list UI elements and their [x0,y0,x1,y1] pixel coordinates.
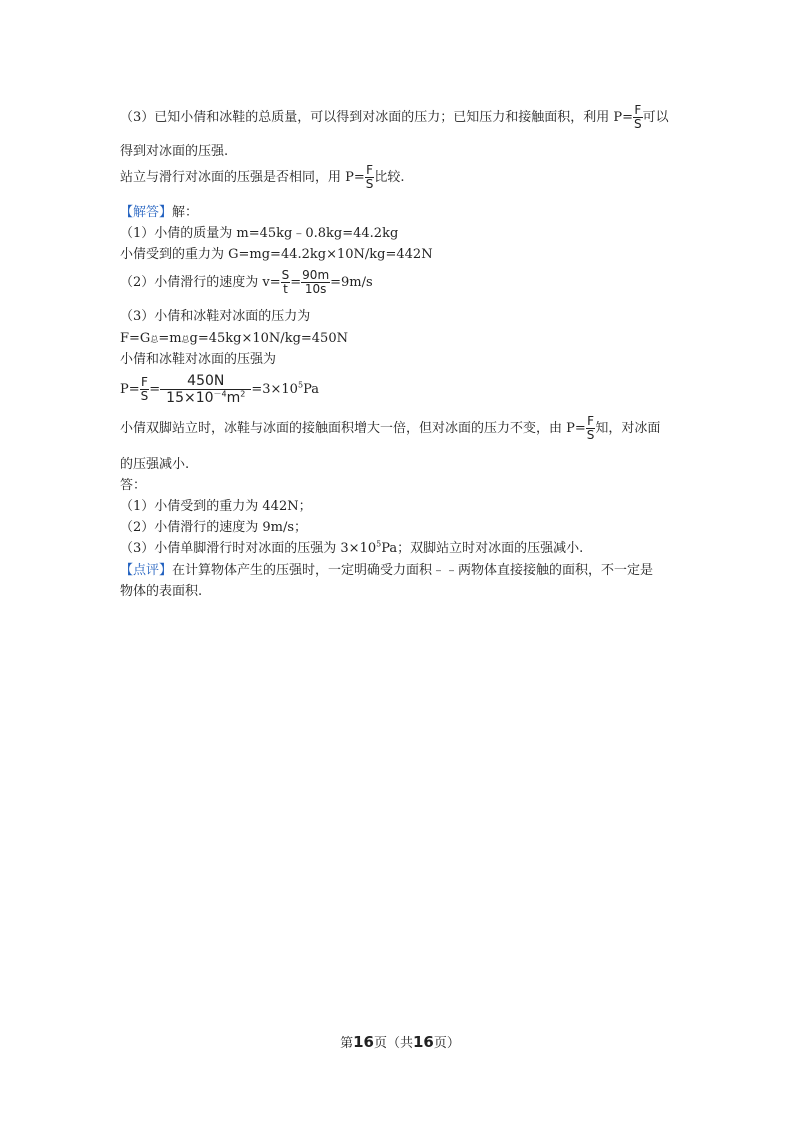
text-line [120,164,685,192]
answer-tag: 【解答】 [120,205,173,220]
text-span: =9m/s [330,275,373,290]
fraction-denominator: S [586,428,595,442]
fraction-f-over-s [365,164,375,191]
text-line: 小倩和冰鞋对冰面的压强为 [120,352,277,367]
text-span: F=G [120,331,151,346]
fraction-numerator: F [587,414,595,428]
fraction-numerator: 450N [160,373,251,390]
subscript: 总 [150,335,159,344]
text-line: （1）小倩受到的重力为 442N； [120,499,312,514]
fraction-numerator: 90m [302,268,330,282]
fraction-denominator: 10s [304,282,327,296]
text-span: = [290,275,302,290]
text-span: （2）小倩滑行的速度为 v= [120,275,281,290]
text-span: =3×10 [251,382,298,397]
text-line [120,372,685,408]
fraction-denominator: t [283,282,288,296]
text-line [120,561,685,581]
text-span: g=45kg×10N/kg=450N [189,331,348,346]
text-span: 15×10 [166,390,214,406]
footer-text: 页（共 [373,1036,413,1051]
fraction-denominator: S [365,177,374,191]
superscript: 5 [297,380,304,390]
superscript: 2 [240,389,246,399]
text-span: 可以 [642,110,669,125]
fraction-numerator: F [634,103,642,117]
page-number: 16 [353,1033,374,1051]
fraction-pressure-value [160,373,251,406]
text-span: 在计算物体产生的压强时，一定明确受力面积﹣﹣两物体直接接触的面积，不一定是 [172,563,654,578]
fraction-denominator [160,390,251,406]
text-line: （3）小倩和冰鞋对冰面的压力为 [120,309,311,324]
text-line: 得到对冰面的压强. [120,144,229,159]
text-line: 小倩受到的重力为 G=mg=44.2kg×10N/kg=442N [120,247,433,262]
text-span: （3）小倩单脚滑行时对冰面的压强为 3×10 [120,541,377,556]
text-line [120,329,685,350]
superscript: －4 [213,389,227,399]
fraction-numerator: F [366,163,374,177]
footer-text: 第 [340,1036,354,1051]
fraction-f-over-s [140,376,150,403]
fraction-denominator: S [140,389,149,403]
fraction-denominator: S [634,117,642,131]
text-line [120,414,685,444]
fraction-s-over-t [281,269,291,296]
text-span: 小倩双脚站立时，冰鞋与冰面的接触面积增大一倍，但对冰面的压力不变，由 P= [120,421,586,436]
text-span: 知，对冰面 [595,421,661,436]
text-span: 解： [172,205,199,220]
footer-text: 页） [433,1036,460,1051]
text-span: P= [120,382,140,397]
text-line: （2）小倩滑行的速度为 9m/s； [120,520,308,535]
text-line [120,104,685,132]
superscript: 5 [376,539,382,549]
comment-tag: 【点评】 [120,563,173,578]
text-span: Pa；双脚站立时对冰面的压强减小. [381,541,584,556]
page-footer [0,1032,800,1051]
text-line: （1）小倩的质量为 m=45kg﹣0.8kg=44.2kg [120,226,399,241]
text-span: Pa [303,382,319,397]
subscript: 总 [181,335,190,344]
fraction-numerator: S [281,268,290,282]
text-span: 站立与滑行对冰面的压强是否相同，用 P= [120,170,365,185]
text-line [120,203,685,223]
text-line [120,539,685,559]
fraction-numerator: F [141,375,148,389]
text-span: = [149,382,161,397]
text-line: 的压强减小. [120,457,190,472]
text-span: （3）已知小倩和冰鞋的总质量，可以得到对冰面的压力；已知压力和接触面积，利用 P= [120,110,634,125]
fraction-distance-over-time [301,269,330,296]
fraction-f-over-s [633,104,643,131]
fraction-f-over-s [586,415,596,442]
total-pages: 16 [413,1033,434,1051]
text-span: m [226,390,241,406]
text-span: =m [158,331,182,346]
text-line: 物体的表面积. [120,584,203,599]
text-line: 答： [120,478,147,493]
text-span: 比较. [374,170,405,185]
text-line [120,268,685,298]
